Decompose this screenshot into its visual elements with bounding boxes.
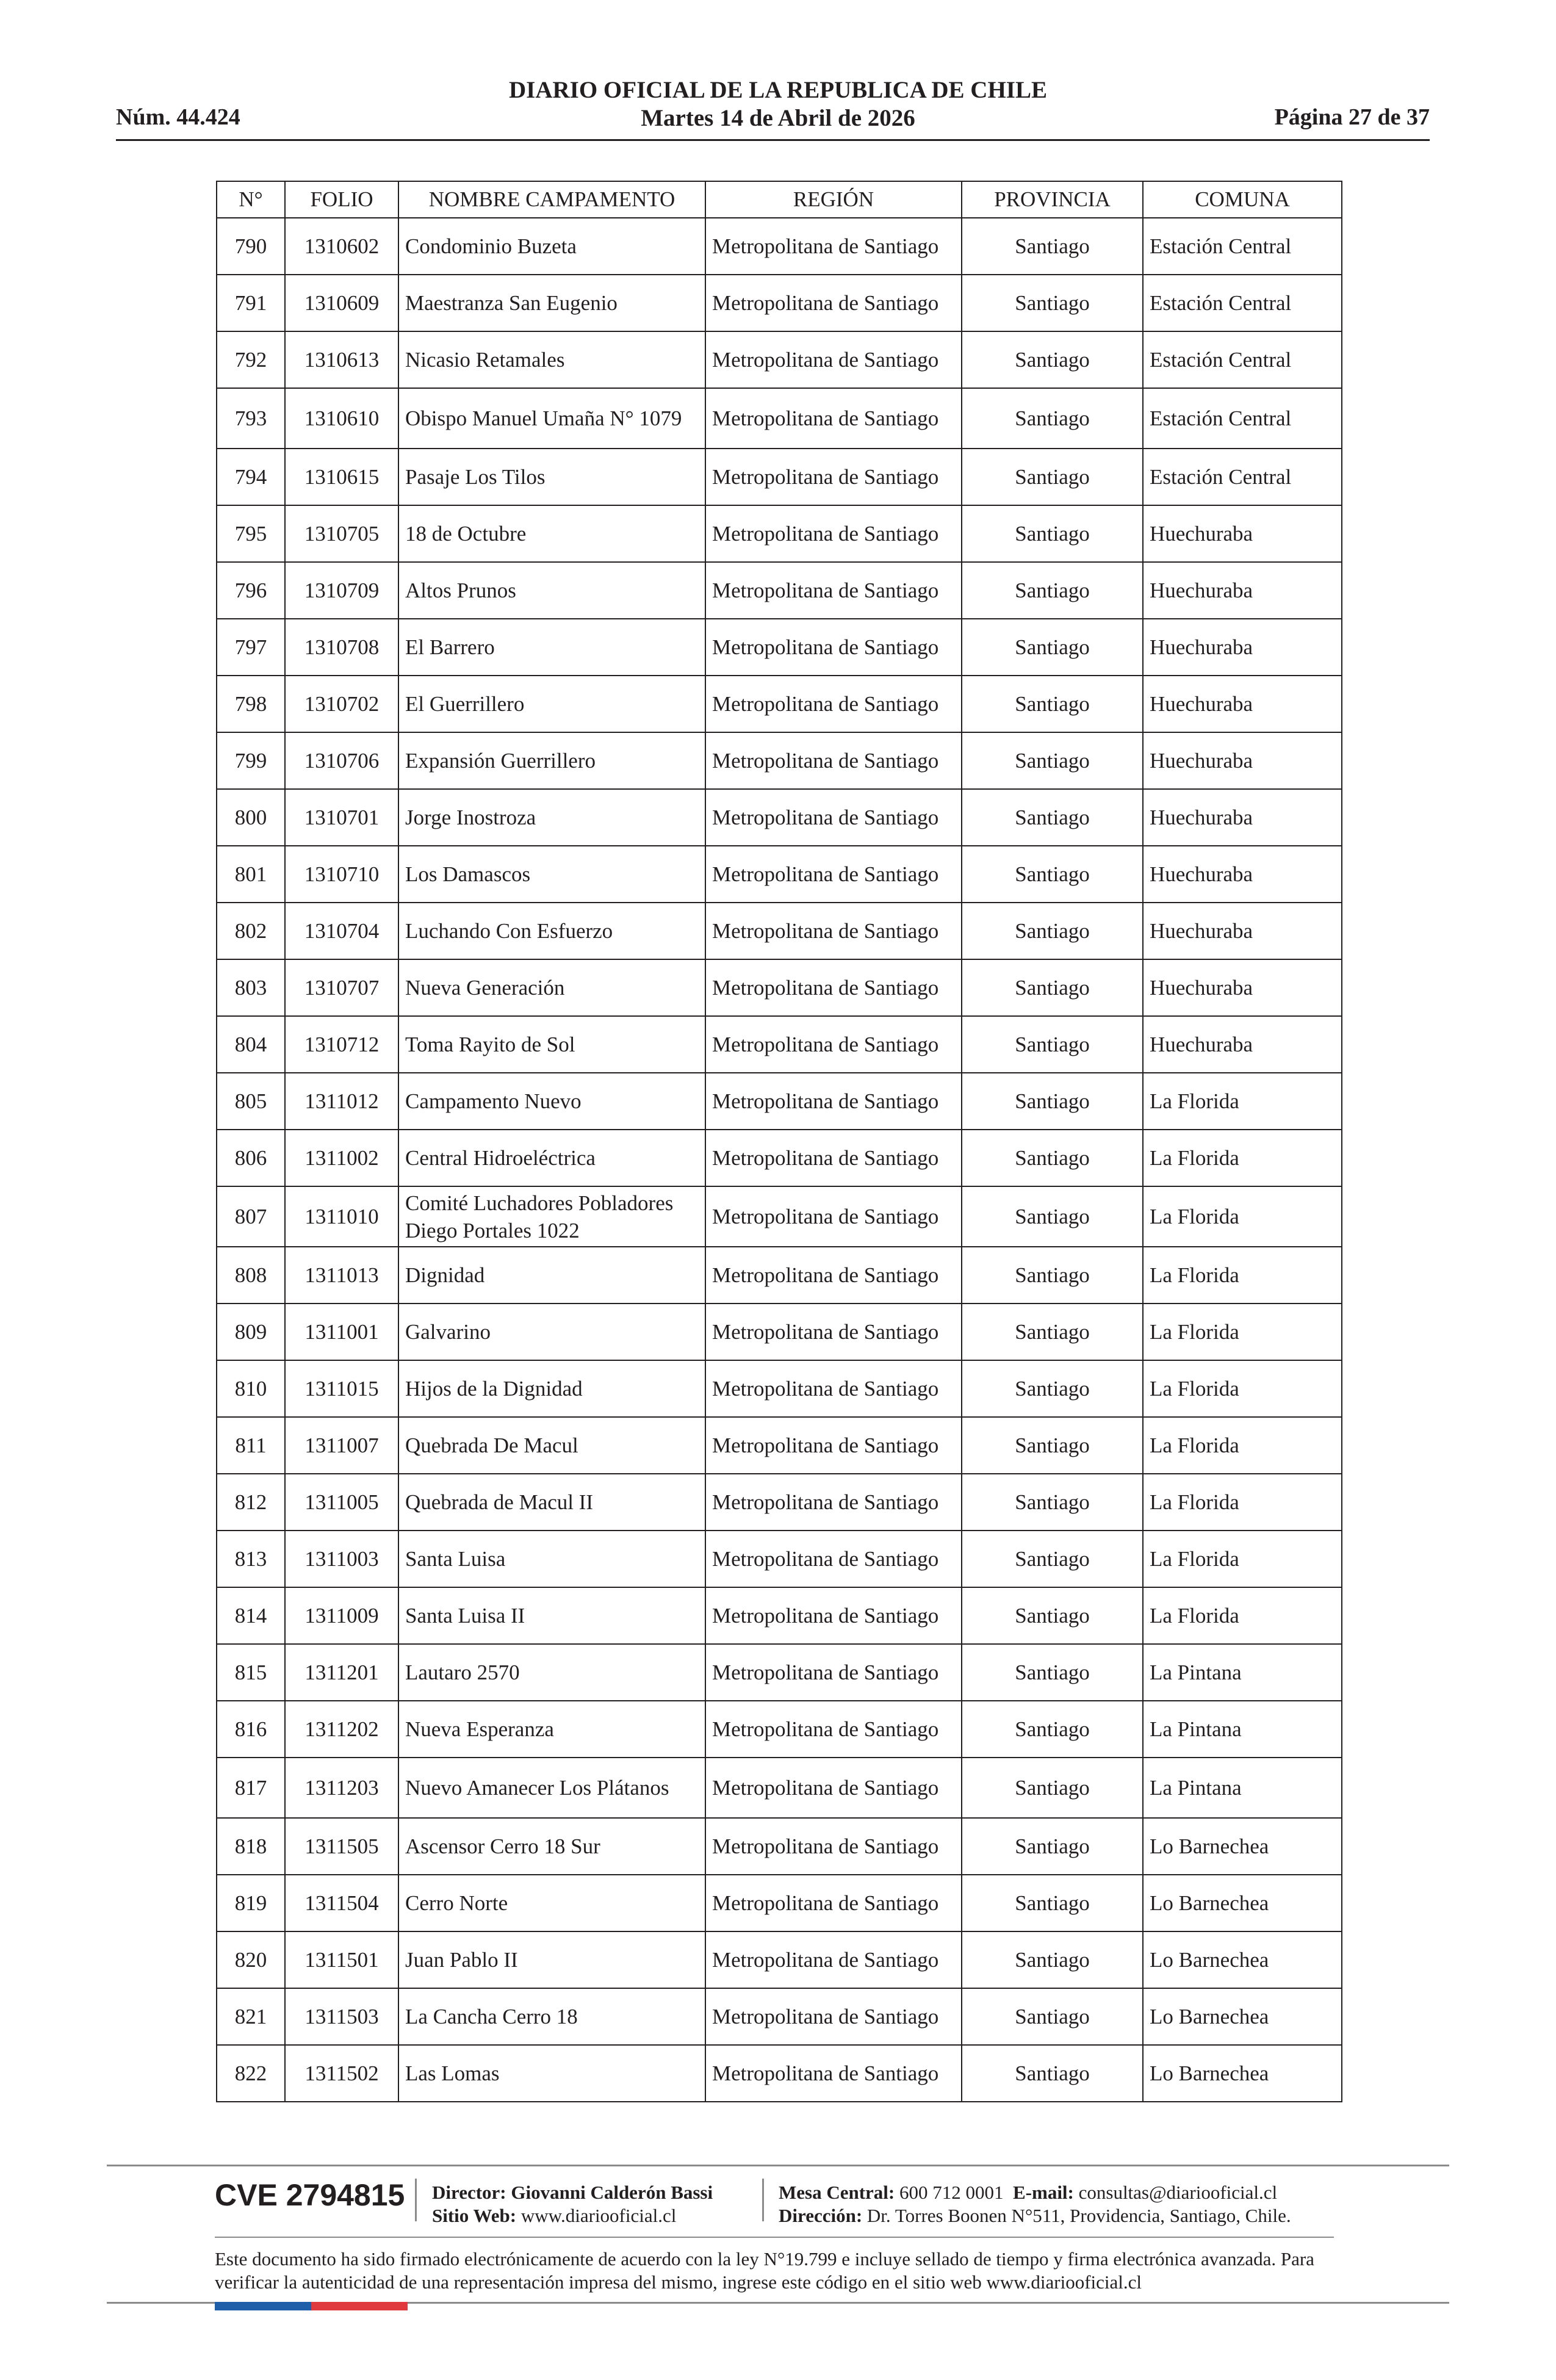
cell-nombre: El Guerrillero xyxy=(398,676,705,732)
cell-nombre: La Cancha Cerro 18 xyxy=(398,1988,705,2045)
cell-folio: 1311003 xyxy=(285,1531,398,1587)
cell-comuna: La Florida xyxy=(1143,1130,1342,1186)
cell-region: Metropolitana de Santiago xyxy=(705,1130,962,1186)
cell-nombre: Nicasio Retamales xyxy=(398,331,705,388)
col-header-comuna: COMUNA xyxy=(1143,181,1342,218)
table-row xyxy=(217,1644,1342,1701)
footer-separator xyxy=(762,2179,764,2221)
cell-provincia: Santiago xyxy=(962,1531,1143,1587)
cell-region: Metropolitana de Santiago xyxy=(705,505,962,562)
cell-folio: 1310610 xyxy=(285,388,398,449)
table-row xyxy=(217,1417,1342,1474)
cell-folio: 1310615 xyxy=(285,449,398,505)
cell-numero: 791 xyxy=(217,275,285,331)
table-row xyxy=(217,505,1342,562)
cell-folio: 1311005 xyxy=(285,1474,398,1531)
cell-provincia: Santiago xyxy=(962,1701,1143,1758)
cell-comuna: La Florida xyxy=(1143,1304,1342,1360)
cell-folio: 1311501 xyxy=(285,1931,398,1988)
cell-provincia: Santiago xyxy=(962,1186,1143,1247)
cell-provincia: Santiago xyxy=(962,1474,1143,1531)
table-row xyxy=(217,1360,1342,1417)
cell-comuna: La Florida xyxy=(1143,1474,1342,1531)
cell-folio: 1310701 xyxy=(285,789,398,846)
col-header-provincia: PROVINCIA xyxy=(962,181,1143,218)
campamentos-table xyxy=(216,181,1342,2102)
cell-region: Metropolitana de Santiago xyxy=(705,789,962,846)
cell-nombre: Condominio Buzeta xyxy=(398,218,705,275)
table-row xyxy=(217,331,1342,388)
mesa-value: 600 712 0001 xyxy=(899,2182,1004,2203)
cell-comuna: Estación Central xyxy=(1143,388,1342,449)
cell-numero: 816 xyxy=(217,1701,285,1758)
cell-comuna: Estación Central xyxy=(1143,449,1342,505)
cell-numero: 798 xyxy=(217,676,285,732)
table-row xyxy=(217,1304,1342,1360)
cell-region: Metropolitana de Santiago xyxy=(705,1073,962,1130)
publication-title: DIARIO OFICIAL DE LA REPUBLICA DE CHILE xyxy=(508,77,1047,103)
cell-folio: 1311203 xyxy=(285,1758,398,1818)
cell-provincia: Santiago xyxy=(962,331,1143,388)
cell-folio: 1310602 xyxy=(285,218,398,275)
cell-provincia: Santiago xyxy=(962,1073,1143,1130)
footer-director-block xyxy=(432,2181,713,2227)
cell-comuna: Huechuraba xyxy=(1143,959,1342,1016)
cell-nombre: Nueva Esperanza xyxy=(398,1701,705,1758)
cell-comuna: Lo Barnechea xyxy=(1143,1988,1342,2045)
cell-comuna: La Florida xyxy=(1143,1417,1342,1474)
cell-numero: 804 xyxy=(217,1016,285,1073)
table-row xyxy=(217,1587,1342,1644)
cell-nombre: Obispo Manuel Umaña N° 1079 xyxy=(398,388,705,449)
cell-region: Metropolitana de Santiago xyxy=(705,676,962,732)
cell-region: Metropolitana de Santiago xyxy=(705,1644,962,1701)
cell-folio: 1311001 xyxy=(285,1304,398,1360)
table-row xyxy=(217,388,1342,449)
cell-folio: 1310710 xyxy=(285,846,398,903)
cell-provincia: Santiago xyxy=(962,505,1143,562)
cell-numero: 796 xyxy=(217,562,285,619)
cell-region: Metropolitana de Santiago xyxy=(705,903,962,959)
cell-region: Metropolitana de Santiago xyxy=(705,1531,962,1587)
cell-provincia: Santiago xyxy=(962,1931,1143,1988)
cell-nombre: Pasaje Los Tilos xyxy=(398,449,705,505)
cell-nombre: Cerro Norte xyxy=(398,1875,705,1931)
cell-numero: 802 xyxy=(217,903,285,959)
cell-region: Metropolitana de Santiago xyxy=(705,619,962,676)
table-header-row xyxy=(217,181,1342,218)
cell-nombre: Central Hidroeléctrica xyxy=(398,1130,705,1186)
cell-nombre: Toma Rayito de Sol xyxy=(398,1016,705,1073)
cell-folio: 1311007 xyxy=(285,1417,398,1474)
mesa-label: Mesa Central: xyxy=(779,2182,895,2203)
table-row xyxy=(217,1818,1342,1875)
cell-numero: 803 xyxy=(217,959,285,1016)
footer-contact-block xyxy=(779,2181,1291,2227)
cell-numero: 812 xyxy=(217,1474,285,1531)
cell-numero: 801 xyxy=(217,846,285,903)
cell-region: Metropolitana de Santiago xyxy=(705,1988,962,2045)
cell-comuna: La Florida xyxy=(1143,1531,1342,1587)
cell-region: Metropolitana de Santiago xyxy=(705,1304,962,1360)
cell-nombre: Jorge Inostroza xyxy=(398,789,705,846)
cell-provincia: Santiago xyxy=(962,275,1143,331)
cell-nombre: Lautaro 2570 xyxy=(398,1644,705,1701)
cell-folio: 1311504 xyxy=(285,1875,398,1931)
table-row xyxy=(217,676,1342,732)
cell-region: Metropolitana de Santiago xyxy=(705,1417,962,1474)
cell-region: Metropolitana de Santiago xyxy=(705,218,962,275)
cell-provincia: Santiago xyxy=(962,1758,1143,1818)
flag-stripe-blue xyxy=(215,2302,311,2310)
cell-numero: 800 xyxy=(217,789,285,846)
cell-region: Metropolitana de Santiago xyxy=(705,1016,962,1073)
cell-provincia: Santiago xyxy=(962,1130,1143,1186)
table-row xyxy=(217,1531,1342,1587)
cell-comuna: Huechuraba xyxy=(1143,676,1342,732)
publication-date: Martes 14 de Abril de 2026 xyxy=(641,105,915,131)
cell-numero: 793 xyxy=(217,388,285,449)
cell-provincia: Santiago xyxy=(962,1304,1143,1360)
footer-separator xyxy=(415,2179,417,2221)
cell-numero: 808 xyxy=(217,1247,285,1304)
table-row xyxy=(217,1931,1342,1988)
table-row xyxy=(217,449,1342,505)
cell-comuna: Huechuraba xyxy=(1143,619,1342,676)
cell-numero: 795 xyxy=(217,505,285,562)
col-header-numero: N° xyxy=(217,181,285,218)
header-divider xyxy=(116,139,1430,141)
table-row xyxy=(217,959,1342,1016)
table-row xyxy=(217,1875,1342,1931)
cell-region: Metropolitana de Santiago xyxy=(705,562,962,619)
cell-nombre: Comité Luchadores Pobladores Diego Portales 1022 xyxy=(398,1186,705,1247)
cell-comuna: La Florida xyxy=(1143,1186,1342,1247)
cell-provincia: Santiago xyxy=(962,1644,1143,1701)
legal-notice: Este documento ha sido firmado electrónicamente de acuerdo con la ley N°19.799 e incluye sellado de tiempo y firma electrónica avanzada. Para verificar la autenticidad de una representación impresa del mismo, ingrese este código en el sitio web www.diariooficial.cl xyxy=(215,2248,1314,2293)
cell-nombre: Santa Luisa II xyxy=(398,1587,705,1644)
cell-region: Metropolitana de Santiago xyxy=(705,1474,962,1531)
email-link[interactable]: consultas@diariooficial.cl xyxy=(1078,2182,1278,2203)
cell-region: Metropolitana de Santiago xyxy=(705,1931,962,1988)
cell-comuna: Huechuraba xyxy=(1143,903,1342,959)
cell-numero: 807 xyxy=(217,1186,285,1247)
cell-provincia: Santiago xyxy=(962,789,1143,846)
cell-numero: 805 xyxy=(217,1073,285,1130)
director-name: Giovanni Calderón Bassi xyxy=(511,2182,713,2203)
table-row xyxy=(217,732,1342,789)
table-row xyxy=(217,789,1342,846)
cell-numero: 815 xyxy=(217,1644,285,1701)
table-body xyxy=(217,218,1342,2102)
cell-folio: 1311013 xyxy=(285,1247,398,1304)
cell-folio: 1310709 xyxy=(285,562,398,619)
cell-nombre: Juan Pablo II xyxy=(398,1931,705,1988)
col-header-region: REGIÓN xyxy=(705,181,962,218)
cell-provincia: Santiago xyxy=(962,1988,1143,2045)
cell-region: Metropolitana de Santiago xyxy=(705,1701,962,1758)
cell-folio: 1310712 xyxy=(285,1016,398,1073)
cell-comuna: Estación Central xyxy=(1143,275,1342,331)
table-row xyxy=(217,218,1342,275)
cell-folio: 1310613 xyxy=(285,331,398,388)
cell-nombre: 18 de Octubre xyxy=(398,505,705,562)
flag-stripe-red xyxy=(311,2302,408,2310)
cell-folio: 1311505 xyxy=(285,1818,398,1875)
cell-folio: 1311002 xyxy=(285,1130,398,1186)
cell-comuna: Lo Barnechea xyxy=(1143,2045,1342,2102)
cell-comuna: La Pintana xyxy=(1143,1701,1342,1758)
cell-folio: 1310704 xyxy=(285,903,398,959)
cell-region: Metropolitana de Santiago xyxy=(705,2045,962,2102)
cell-region: Metropolitana de Santiago xyxy=(705,388,962,449)
cell-nombre: Las Lomas xyxy=(398,2045,705,2102)
cell-region: Metropolitana de Santiago xyxy=(705,449,962,505)
cell-folio: 1311012 xyxy=(285,1073,398,1130)
cell-comuna: Estación Central xyxy=(1143,331,1342,388)
cell-region: Metropolitana de Santiago xyxy=(705,1587,962,1644)
cell-numero: 814 xyxy=(217,1587,285,1644)
cell-provincia: Santiago xyxy=(962,1360,1143,1417)
table-row xyxy=(217,1073,1342,1130)
cell-numero: 820 xyxy=(217,1931,285,1988)
cell-comuna: La Pintana xyxy=(1143,1644,1342,1701)
cell-nombre: Maestranza San Eugenio xyxy=(398,275,705,331)
cell-numero: 806 xyxy=(217,1130,285,1186)
cell-numero: 792 xyxy=(217,331,285,388)
cell-region: Metropolitana de Santiago xyxy=(705,846,962,903)
cell-comuna: La Florida xyxy=(1143,1073,1342,1130)
cell-numero: 819 xyxy=(217,1875,285,1931)
table-row xyxy=(217,2045,1342,2102)
cell-region: Metropolitana de Santiago xyxy=(705,275,962,331)
table-row xyxy=(217,1701,1342,1758)
cell-numero: 813 xyxy=(217,1531,285,1587)
cell-comuna: Huechuraba xyxy=(1143,1016,1342,1073)
cell-nombre: Campamento Nuevo xyxy=(398,1073,705,1130)
cell-comuna: Lo Barnechea xyxy=(1143,1875,1342,1931)
cell-provincia: Santiago xyxy=(962,846,1143,903)
cell-region: Metropolitana de Santiago xyxy=(705,331,962,388)
footer-divider-top xyxy=(107,2165,1449,2166)
cell-comuna: Huechuraba xyxy=(1143,562,1342,619)
cell-nombre: El Barrero xyxy=(398,619,705,676)
cell-folio: 1310707 xyxy=(285,959,398,1016)
cell-comuna: Huechuraba xyxy=(1143,732,1342,789)
cell-provincia: Santiago xyxy=(962,1875,1143,1931)
table-row xyxy=(217,1474,1342,1531)
cell-provincia: Santiago xyxy=(962,1016,1143,1073)
cell-numero: 794 xyxy=(217,449,285,505)
cell-folio: 1311201 xyxy=(285,1644,398,1701)
cell-region: Metropolitana de Santiago xyxy=(705,1875,962,1931)
table-row xyxy=(217,562,1342,619)
cell-numero: 822 xyxy=(217,2045,285,2102)
cell-region: Metropolitana de Santiago xyxy=(705,732,962,789)
direccion-value: Dr. Torres Boonen N°511, Providencia, Santiago, Chile. xyxy=(866,2205,1291,2226)
cell-comuna: Lo Barnechea xyxy=(1143,1818,1342,1875)
cell-region: Metropolitana de Santiago xyxy=(705,1360,962,1417)
cell-folio: 1311202 xyxy=(285,1701,398,1758)
cell-numero: 811 xyxy=(217,1417,285,1474)
cell-folio: 1311010 xyxy=(285,1186,398,1247)
cell-provincia: Santiago xyxy=(962,619,1143,676)
table-row xyxy=(217,1186,1342,1247)
cell-comuna: La Florida xyxy=(1143,1360,1342,1417)
cve-code: CVE 2794815 xyxy=(215,2178,405,2212)
table-row xyxy=(217,275,1342,331)
cell-provincia: Santiago xyxy=(962,218,1143,275)
col-header-folio: FOLIO xyxy=(285,181,398,218)
cell-numero: 790 xyxy=(217,218,285,275)
cell-folio: 1311502 xyxy=(285,2045,398,2102)
cell-comuna: Huechuraba xyxy=(1143,505,1342,562)
cell-folio: 1310609 xyxy=(285,275,398,331)
cell-provincia: Santiago xyxy=(962,449,1143,505)
cell-numero: 821 xyxy=(217,1988,285,2045)
cell-provincia: Santiago xyxy=(962,676,1143,732)
table-row xyxy=(217,903,1342,959)
cell-nombre: Nuevo Amanecer Los Plátanos xyxy=(398,1758,705,1818)
footer-divider-middle xyxy=(215,2237,1334,2238)
cell-folio: 1311009 xyxy=(285,1587,398,1644)
cell-provincia: Santiago xyxy=(962,2045,1143,2102)
cell-numero: 818 xyxy=(217,1818,285,1875)
cell-comuna: Huechuraba xyxy=(1143,789,1342,846)
cell-provincia: Santiago xyxy=(962,562,1143,619)
cell-folio: 1311015 xyxy=(285,1360,398,1417)
table-row xyxy=(217,1988,1342,2045)
cell-comuna: Huechuraba xyxy=(1143,846,1342,903)
cell-provincia: Santiago xyxy=(962,388,1143,449)
cell-numero: 810 xyxy=(217,1360,285,1417)
cell-region: Metropolitana de Santiago xyxy=(705,1818,962,1875)
col-header-nombre: NOMBRE CAMPAMENTO xyxy=(398,181,705,218)
cell-numero: 799 xyxy=(217,732,285,789)
cell-nombre: Expansión Guerrillero xyxy=(398,732,705,789)
cell-region: Metropolitana de Santiago xyxy=(705,959,962,1016)
cell-numero: 797 xyxy=(217,619,285,676)
table-row xyxy=(217,1247,1342,1304)
cell-provincia: Santiago xyxy=(962,1247,1143,1304)
cell-nombre: Galvarino xyxy=(398,1304,705,1360)
table-row xyxy=(217,846,1342,903)
cell-comuna: Estación Central xyxy=(1143,218,1342,275)
cell-provincia: Santiago xyxy=(962,732,1143,789)
cell-folio: 1310705 xyxy=(285,505,398,562)
cell-provincia: Santiago xyxy=(962,1587,1143,1644)
table-row xyxy=(217,619,1342,676)
cell-folio: 1310708 xyxy=(285,619,398,676)
page-number: Página 27 de 37 xyxy=(1274,104,1430,130)
table-row xyxy=(217,1016,1342,1073)
cell-provincia: Santiago xyxy=(962,1818,1143,1875)
cell-comuna: La Florida xyxy=(1143,1587,1342,1644)
cell-numero: 817 xyxy=(217,1758,285,1818)
table-row xyxy=(217,1758,1342,1818)
cell-nombre: Ascensor Cerro 18 Sur xyxy=(398,1818,705,1875)
web-link[interactable]: www.diariooficial.cl xyxy=(520,2205,677,2226)
cell-provincia: Santiago xyxy=(962,903,1143,959)
table-row xyxy=(217,1130,1342,1186)
cell-folio: 1310706 xyxy=(285,732,398,789)
cell-nombre: Santa Luisa xyxy=(398,1531,705,1587)
cell-nombre: Nueva Generación xyxy=(398,959,705,1016)
cell-comuna: Lo Barnechea xyxy=(1143,1931,1342,1988)
cell-comuna: La Florida xyxy=(1143,1247,1342,1304)
cell-region: Metropolitana de Santiago xyxy=(705,1247,962,1304)
cell-comuna: La Pintana xyxy=(1143,1758,1342,1818)
direccion-label: Dirección: xyxy=(779,2205,863,2226)
cell-nombre: Luchando Con Esfuerzo xyxy=(398,903,705,959)
cell-nombre: Hijos de la Dignidad xyxy=(398,1360,705,1417)
cell-region: Metropolitana de Santiago xyxy=(705,1758,962,1818)
web-label: Sitio Web: xyxy=(432,2205,517,2226)
cell-folio: 1311503 xyxy=(285,1988,398,2045)
cell-folio: 1310702 xyxy=(285,676,398,732)
cell-provincia: Santiago xyxy=(962,959,1143,1016)
cell-numero: 809 xyxy=(217,1304,285,1360)
cell-nombre: Dignidad xyxy=(398,1247,705,1304)
cell-nombre: Los Damascos xyxy=(398,846,705,903)
cell-nombre: Altos Prunos xyxy=(398,562,705,619)
cell-provincia: Santiago xyxy=(962,1417,1143,1474)
cell-nombre: Quebrada De Macul xyxy=(398,1417,705,1474)
issue-number: Núm. 44.424 xyxy=(116,104,240,130)
email-label: E-mail: xyxy=(1013,2182,1074,2203)
cell-nombre: Quebrada de Macul II xyxy=(398,1474,705,1531)
cell-region: Metropolitana de Santiago xyxy=(705,1186,962,1247)
director-label: Director: xyxy=(432,2182,506,2203)
